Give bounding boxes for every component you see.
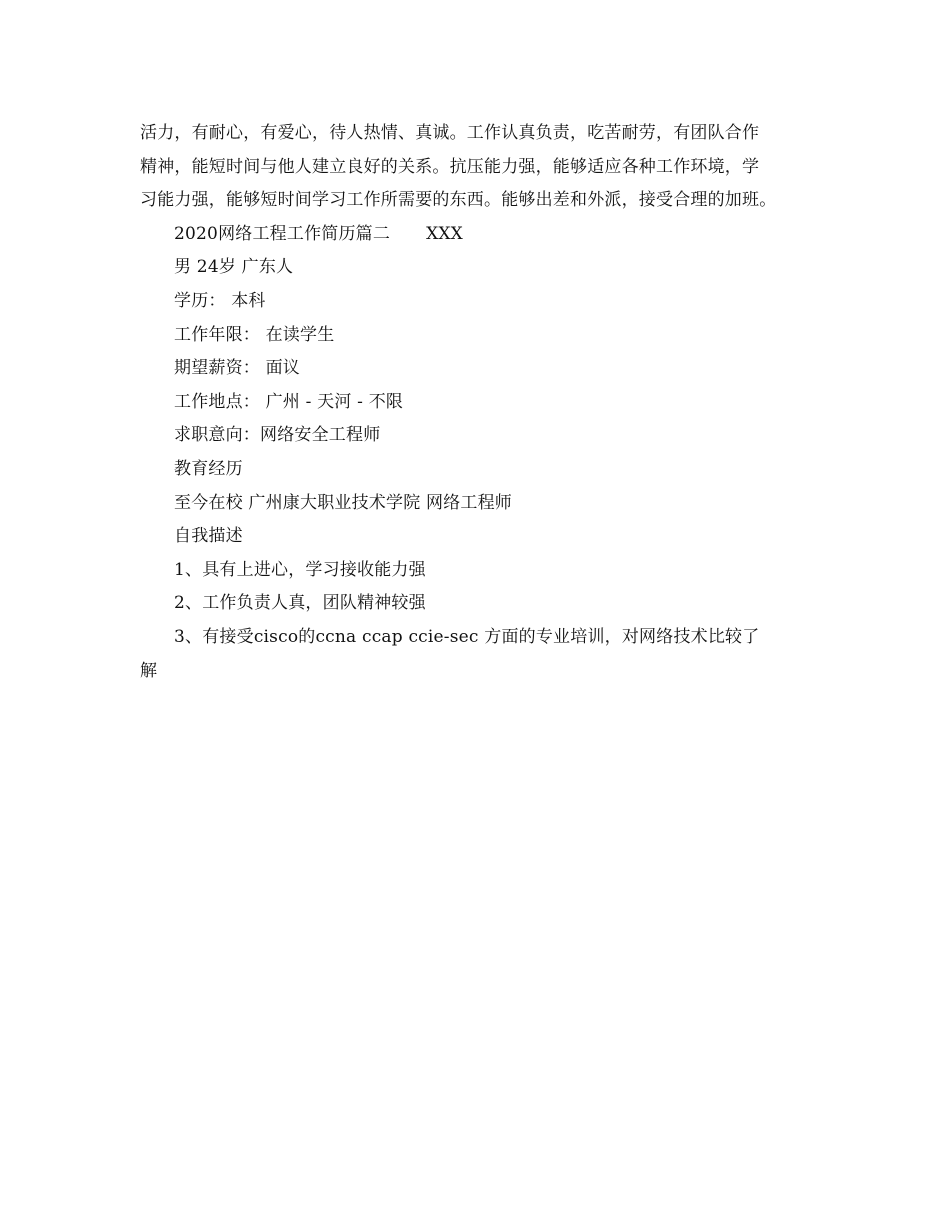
resume-work-years: 工作年限： 在读学生 — [174, 324, 335, 345]
self-description-title: 自我描述 — [174, 526, 243, 547]
self-description-item-1: 1、具有上进心，学习接收能力强 — [174, 559, 426, 580]
self-description-item-3: 3、有接受cisco的ccna ccap ccie-sec 方面的专业培训，对网络技术比较了 — [174, 626, 760, 647]
document-body — [140, 117, 830, 688]
resume-intention: 求职意向：网络安全工程师 — [174, 425, 381, 446]
self-description-item-2: 2、工作负责人真，团队精神较强 — [174, 593, 426, 614]
resume-heading: 2020网络工程工作简历篇二 — [174, 223, 391, 244]
resume-location: 工作地点： 广州 - 天河 - 不限 — [174, 391, 404, 412]
resume-salary: 期望薪资： 面议 — [174, 358, 301, 379]
intro-line-1: 活力，有耐心，有爱心，待人热情、真诚。工作认真负责，吃苦耐劳，有团队合作 — [140, 123, 760, 143]
resume-education-level: 学历： 本科 — [174, 290, 266, 311]
education-section-title: 教育经历 — [174, 458, 243, 479]
resume-name: XXX — [426, 223, 463, 244]
resume-heading-line — [140, 218, 830, 252]
education-item: 至今在校 广州康大职业技术学院 网络工程师 — [174, 492, 513, 513]
intro-line-2: 精神，能短时间与他人建立良好的关系。抗压能力强，能够适应各种工作环境，学 — [140, 156, 760, 177]
self-description-item-3-continued: 解 — [140, 660, 158, 681]
resume-basic-info: 男 24岁 广东人 — [174, 257, 294, 278]
intro-line-3: 习能力强，能够短时间学习工作所需要的东西。能够出差和外派，接受合理的加班。 — [140, 190, 777, 211]
